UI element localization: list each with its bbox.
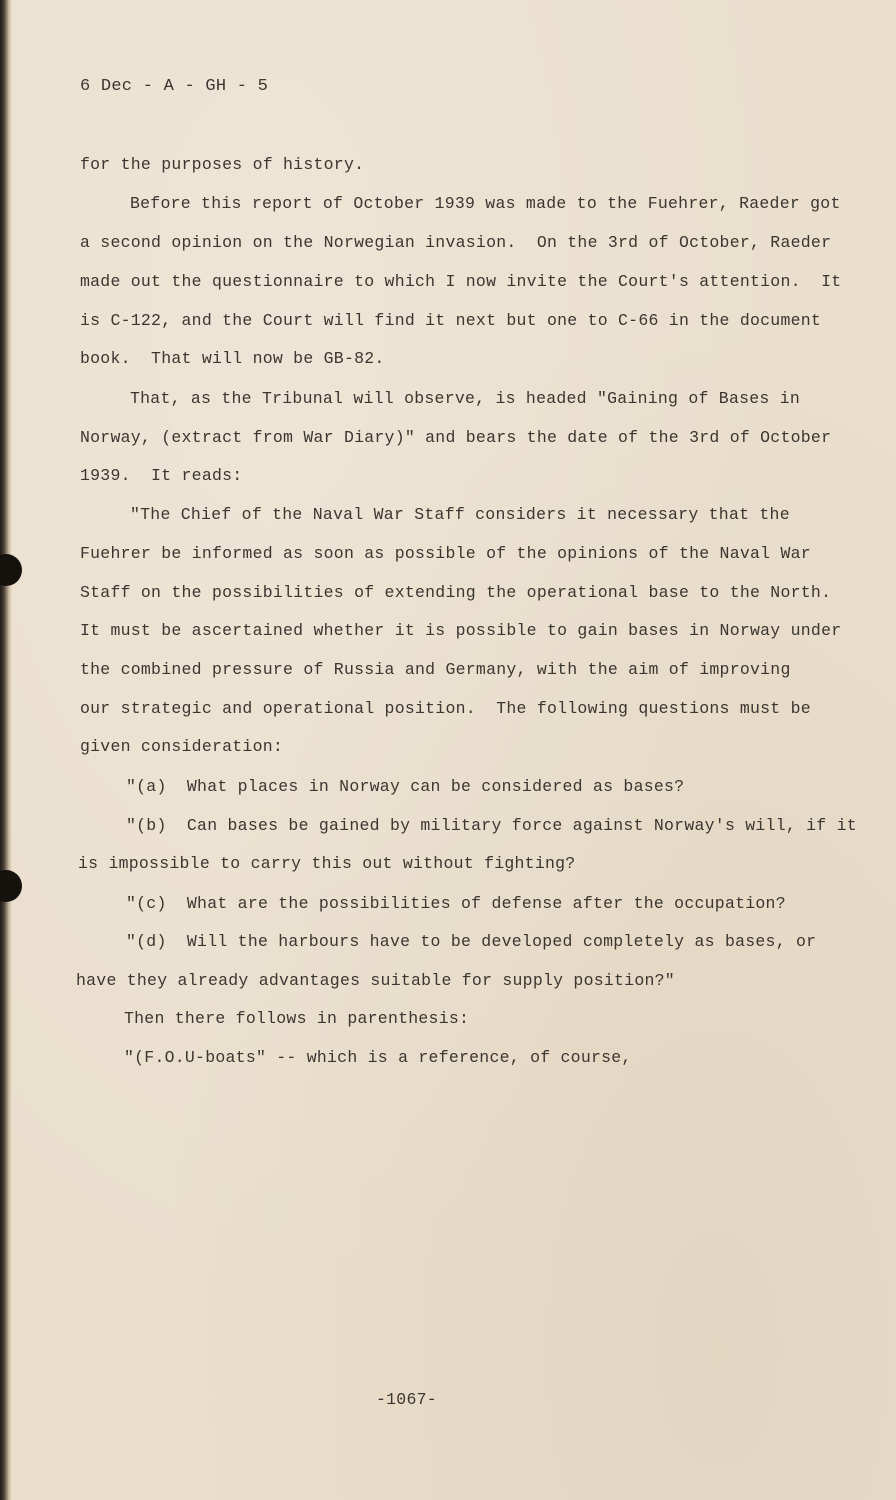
text-line: That, as the Tribunal will observe, is headed "Gaining of Bases in [130,389,801,408]
text-line: "(F.O.U-boats" -- which is a reference, of course, [124,1048,632,1067]
text-line: Before this report of October 1939 was made to the Fuehrer, Raeder got [130,194,841,213]
text-line: for the purposes of history. [80,155,365,174]
text-line: Fuehrer be informed as soon as possible of the opinions of the Naval War [80,544,811,563]
text-line: book. That will now be GB-82. [80,349,385,368]
text-line: Then there follows in parenthesis: [124,1009,470,1028]
text-line: "(b) Can bases be gained by military force against Norway's will, if it [126,816,857,835]
page-left-edge [0,0,12,1500]
text-line: 1939. It reads: [80,466,243,485]
text-line: is C-122, and the Court will find it next but one to C-66 in the document [80,311,822,330]
page-header: 6 Dec - A - GH - 5 [80,77,269,96]
text-line: "(c) What are the possibilities of defense after the occupation? [126,894,786,913]
text-line: "The Chief of the Naval War Staff considers it necessary that the [130,505,790,524]
page-number: -1067- [376,1390,437,1409]
text-line: our strategic and operational position. The following questions must be [80,699,811,718]
text-line: "(d) Will the harbours have to be developed completely as bases, or [126,932,817,951]
text-line: made out the questionnaire to which I now invite the Court's attention. It [80,272,842,291]
text-line: a second opinion on the Norwegian invasion. On the 3rd of October, Raeder [80,233,832,252]
punch-hole [0,870,22,902]
text-line: It must be ascertained whether it is possible to gain bases in Norway under [80,621,842,640]
text-line: have they already advantages suitable for supply position?" [76,971,675,990]
text-line: the combined pressure of Russia and Germany, with the aim of improving [80,660,791,679]
punch-hole [0,554,22,586]
text-line: "(a) What places in Norway can be considered as bases? [126,777,685,796]
text-line: Staff on the possibilities of extending the operational base to the North. [80,583,832,602]
text-line: Norway, (extract from War Diary)" and bears the date of the 3rd of October [80,428,832,447]
text-line: is impossible to carry this out without fighting? [78,854,576,873]
text-line: given consideration: [80,737,284,756]
